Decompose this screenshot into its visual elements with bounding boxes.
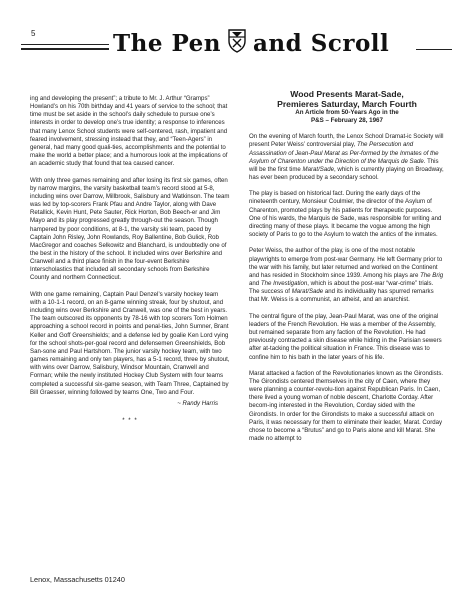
masthead-rule-right <box>416 49 452 50</box>
masthead-rule-left-thick <box>21 48 109 50</box>
right-paragraph-3 <box>249 247 445 304</box>
page-number: 5 <box>31 29 36 38</box>
right-paragraph-5: Marat attacked a faction of the Revolutionaries known as the Girondists. The Girondists centered themselves in the city of Caen, where they were planning a counter-revolu-tion against Republican Paris. In Caen, there lived a young woman of noble descent, Charlotte Corday. After becom-ing interested in the Revolution, Corday sided with the Girondists. In order for the Girondists to make a successful attack on Paris, it was necessary for them to eliminate their leader, Marat. Corday chose to become a “Brutus” and go to Paris alone and kill Marat. She made no attempt to <box>249 369 444 443</box>
right-paragraph-4: The central figure of the play, Jean-Paul Marat, was one of the original leaders of the French Revolution. He was a member of the Assembly, but remained separate from any faction of the Revolution. He had previously contracted a skin disease while hiding in the Parisian sewers after at-tacking the political situation in France. This disease was to confine him to his bath in the later years of his life. <box>249 312 442 361</box>
article-headline-2: Premieres Saturday, March Fourth <box>277 98 417 109</box>
p1-text-c: , which is currently playing on Broadway, has ever been produced by a secondary school. <box>249 165 444 181</box>
right-paragraph-2: The play is based on historical fact. During the early days of the nineteenth century, Monsieur Coulmier, the director of the Asylum of Charenton, promoted plays by his patients for therapeutic purposes. One of his wards, the Marquis de Sade, was responsible for writing and directing many of these plays. It became the vogue among the high society of Paris to go to the Asylum to watch the antics of the inmates. <box>249 190 442 239</box>
article-subhead-2: P&S – February 28, 1967 <box>311 117 383 125</box>
p3-text-b: and <box>249 280 261 288</box>
p3-text-d: and its individuality has spurred remarks that Mr. Weiss is a communist, an atheist, and an anarchist. <box>249 288 434 304</box>
article-headline-1: Wood Presents Marat-Sade, <box>290 89 404 99</box>
p1-text-a: On the evening of March fourth, the Lenox School Dramat-ic Society will present Peter Weiss’ controversial play, <box>249 133 444 149</box>
article-header <box>249 90 445 125</box>
footer-location: Lenox, Massachusetts 01240 <box>30 575 125 584</box>
masthead-title-left: The Pen <box>113 30 222 57</box>
school-crest-icon <box>228 29 246 53</box>
play-title: The Persecution and Assassination of Jean-Paul Marat as Per-formed by the Inmates of the Asylum of Charenton under the Direction of the Marquis de Sade <box>249 141 439 165</box>
section-separator: * * * <box>122 417 138 424</box>
p3-text-a: Peter Weiss, the author of the play, is one of the most notable playwrights to emerge from post-war Germany. He left Germany prior to the war with his family, but later returned and worked on the Continent and has resided in Stockholm since 1939. Among his plays are <box>249 247 443 279</box>
author-signature: ~ Randy Harris <box>177 399 218 407</box>
play-title-brig: The Brig <box>420 271 444 279</box>
p3-text-c: , which is about the post-war “war-crime” trials. The success of <box>249 280 434 296</box>
left-column <box>30 95 230 425</box>
play-short-title-2: Marat/Sade <box>291 288 324 296</box>
play-short-title: Marat/Sade <box>302 165 335 173</box>
left-paragraph-1: ing and developing the present”; a tribute to Mr. J. Arthur “Gramps” Howland’s on his 70th birthday and 41 years of service to the school; that time must be set aside in the school’s daily schedule to pursue one’s interests in order to develop one’s true identity; a response to inferences that many Lenox School students were self-centered, rash, impatient and feared involvement, stressing instead that they, and “Teen-Agers” in general, had many good quali-ties, accomplishments and the potential to make the world a better place; and a humorous look at the implications of an academic study that found that tea caused cancer. <box>30 95 228 168</box>
masthead-rule-left <box>21 44 109 45</box>
left-paragraph-2: With only three games remaining and after losing its first six games, often by narrow margins, the varsity basketball team’s record stood at 5-8, including wins over Darrow, Millbrook, Salisbury and Watkinson. The team was led by top-scorers Frank Pfau and Andre Taylor, along with Dave Retallick, Kevin Hunt, Pete Sauter, Rick Horton, Bob Beech-er and Jim Mayo and its play progressed greatly through-out the season. Though hampered by poor conditions, at 8-1, the varsity ski team, paced by Captain John Risley, John Rowlands, Roy Ballentine, Bob Gulick, Rob MacGregor and coaches Selkowitz and Blanchard, is undoubtedly one of the best in the history of the school. It included wins over Berkshire and Cranwell and a third place finish in the four-event Berkshire Interscholastics that included all secondary schools from Berkshire County and northern Connecticut. <box>30 176 230 282</box>
play-title-investigation: The Investigation <box>260 280 308 288</box>
right-column <box>249 90 445 443</box>
right-paragraph-1 <box>249 133 445 182</box>
masthead <box>21 30 451 64</box>
article-subhead-1: An Article from 50-Years Ago in the <box>295 109 399 117</box>
p1-text-b: . This will be the first time <box>249 157 439 173</box>
left-paragraph-3: With one game remaining, Captain Paul Denzel’s varsity hockey team with a 10-1-1 record, on an 8-game winning streak, four by shutout, and including wins over Berkshire and Cranwell, was one of the best in years. The team outscored its opponents by 78-16 with top scorers Tom Holmen approaching a school record in points and penal-ties, John Sumner, Brant Keller and Goff Greenshields; and a defense led by goalie Ken Lord vying for the school shots-per-goal record and defensemen Greenshields, Bob San-sone and Paul Hartshorn. The junior varsity hockey team, with two games remaining and only ten players, has a 5-1 record, three by shutout, with wins over Darrow, Salisbury, Windsor Mountain, Cranwell and Forman; while the newly instituted Hockey Club System with four teams completed a successful six-game season, with Team Three, Captained by Bill Graesser, winning followed by teams One, Two and Four. <box>30 290 230 396</box>
masthead-title-right: and Scroll <box>253 30 390 57</box>
